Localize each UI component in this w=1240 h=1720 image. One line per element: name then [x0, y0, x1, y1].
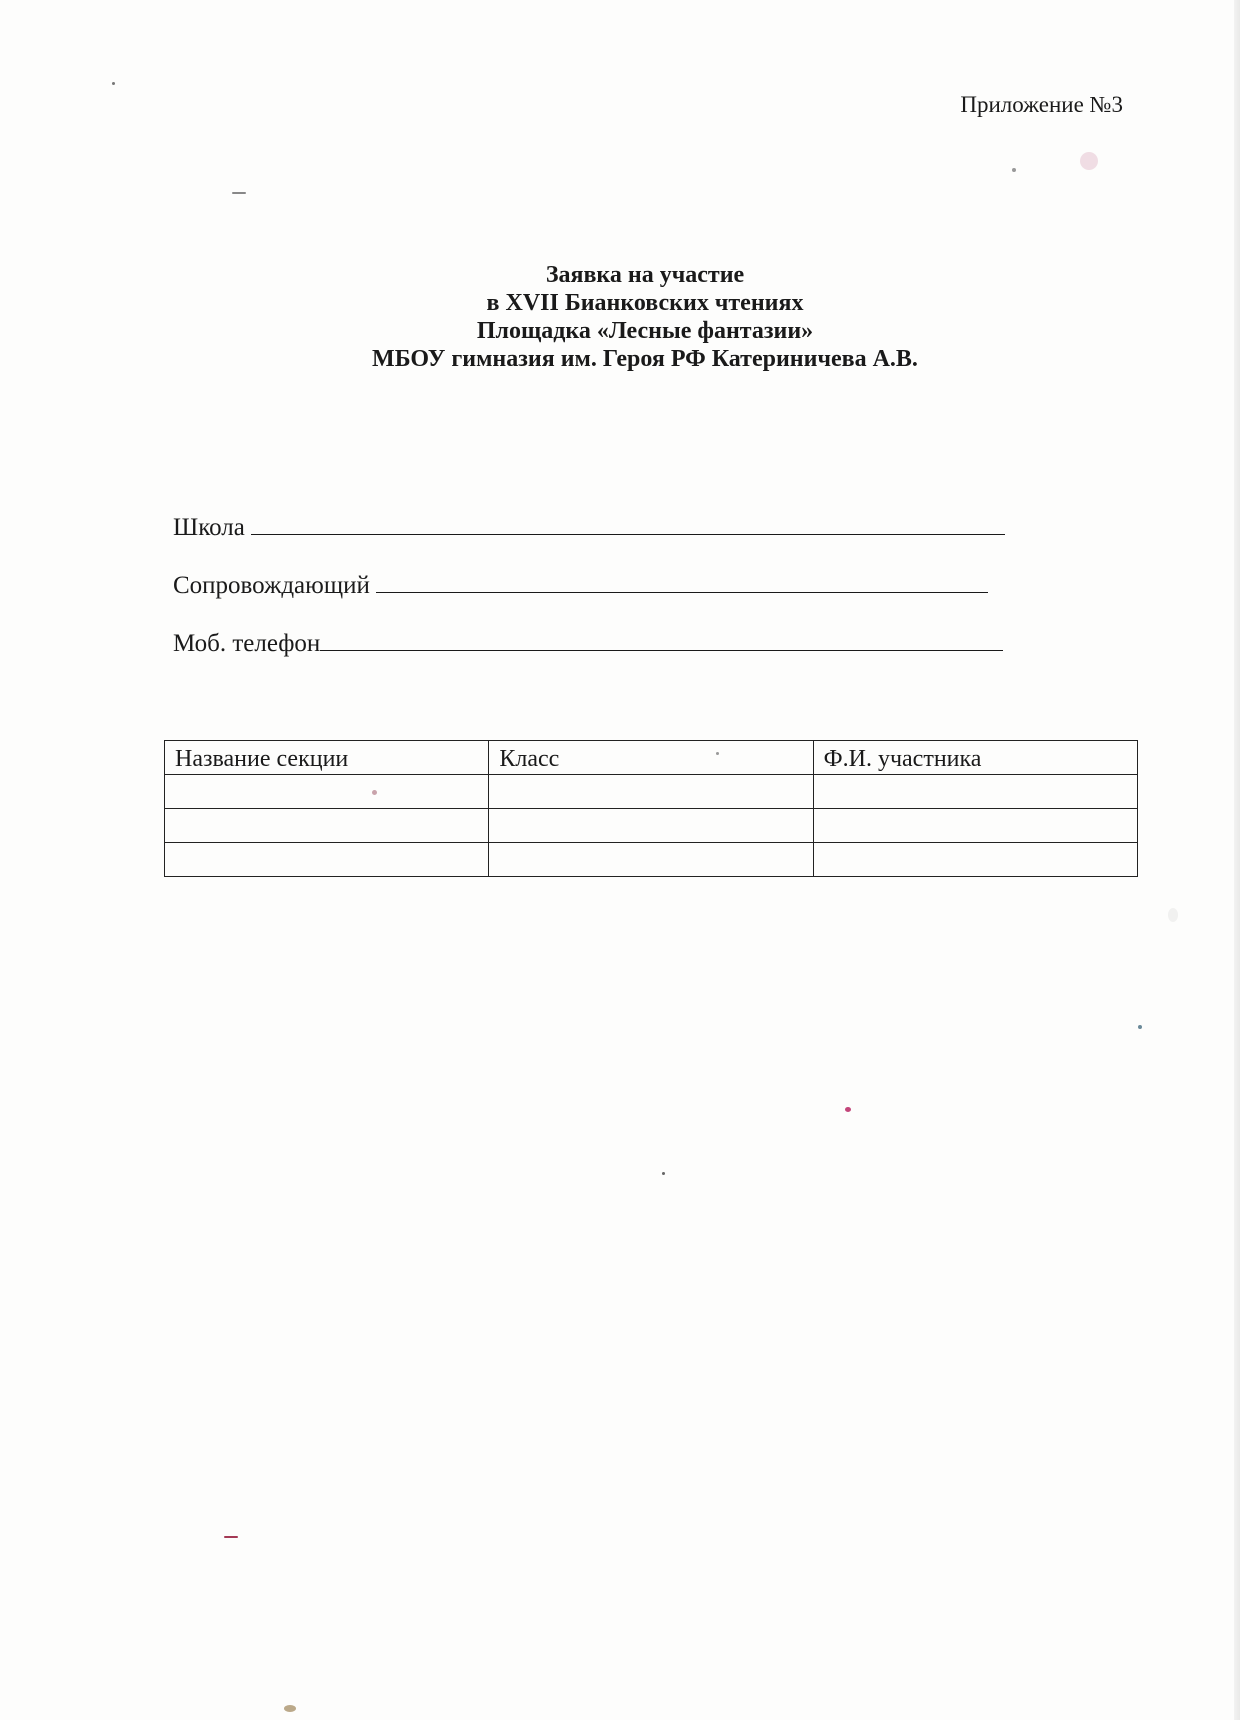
scan-speck: [284, 1705, 296, 1712]
title-line-3: Площадка «Лесные фантазии»: [476, 318, 814, 344]
companion-input-line[interactable]: [376, 570, 988, 593]
phone-field: [173, 628, 1003, 658]
table-row: [165, 775, 1138, 809]
table-row: [165, 809, 1138, 843]
school-field: [173, 512, 1005, 542]
school-input-line[interactable]: [251, 512, 1005, 535]
scan-speck: [1168, 908, 1178, 922]
phone-input-line[interactable]: [320, 628, 1003, 651]
participants-table: [164, 740, 1138, 877]
table-cell[interactable]: [165, 843, 489, 877]
scan-speck: [662, 1172, 665, 1175]
table-row: [165, 843, 1138, 877]
title-line-2: в XVII Бианковских чтениях: [486, 290, 804, 316]
table-header-row: [165, 741, 1138, 775]
scan-speck: [1138, 1025, 1142, 1029]
school-label: Школа: [173, 514, 245, 541]
scan-speck: [1080, 152, 1098, 170]
companion-field: [173, 570, 988, 600]
title-line-1: Заявка на участие: [545, 262, 745, 288]
header-grade: Класс: [489, 741, 813, 775]
scan-speck: [224, 1536, 238, 1538]
table-cell[interactable]: [813, 775, 1137, 809]
table-cell[interactable]: [165, 809, 489, 843]
scan-speck: [716, 752, 719, 755]
scan-speck: [112, 82, 115, 85]
header-participant-name: Ф.И. участника: [813, 741, 1137, 775]
phone-label: Моб. телефон: [173, 630, 321, 657]
table-cell[interactable]: [813, 809, 1137, 843]
scan-speck: [372, 790, 377, 795]
table-cell[interactable]: [489, 775, 813, 809]
companion-label: Сопровождающий: [173, 572, 370, 599]
title-line-4: МБОУ гимназия им. Героя РФ Катериничева А.В.: [372, 346, 918, 372]
table-cell[interactable]: [489, 809, 813, 843]
scan-speck: [845, 1107, 851, 1112]
table-cell[interactable]: [489, 843, 813, 877]
document-title: [0, 261, 1240, 373]
table-cell[interactable]: [165, 775, 489, 809]
scan-speck: [1012, 168, 1016, 172]
header-section-name: Название секции: [165, 741, 489, 775]
appendix-label: Приложение №3: [960, 92, 1123, 117]
table-cell[interactable]: [813, 843, 1137, 877]
scan-speck: [232, 192, 246, 194]
page-edge: [1234, 0, 1240, 1720]
